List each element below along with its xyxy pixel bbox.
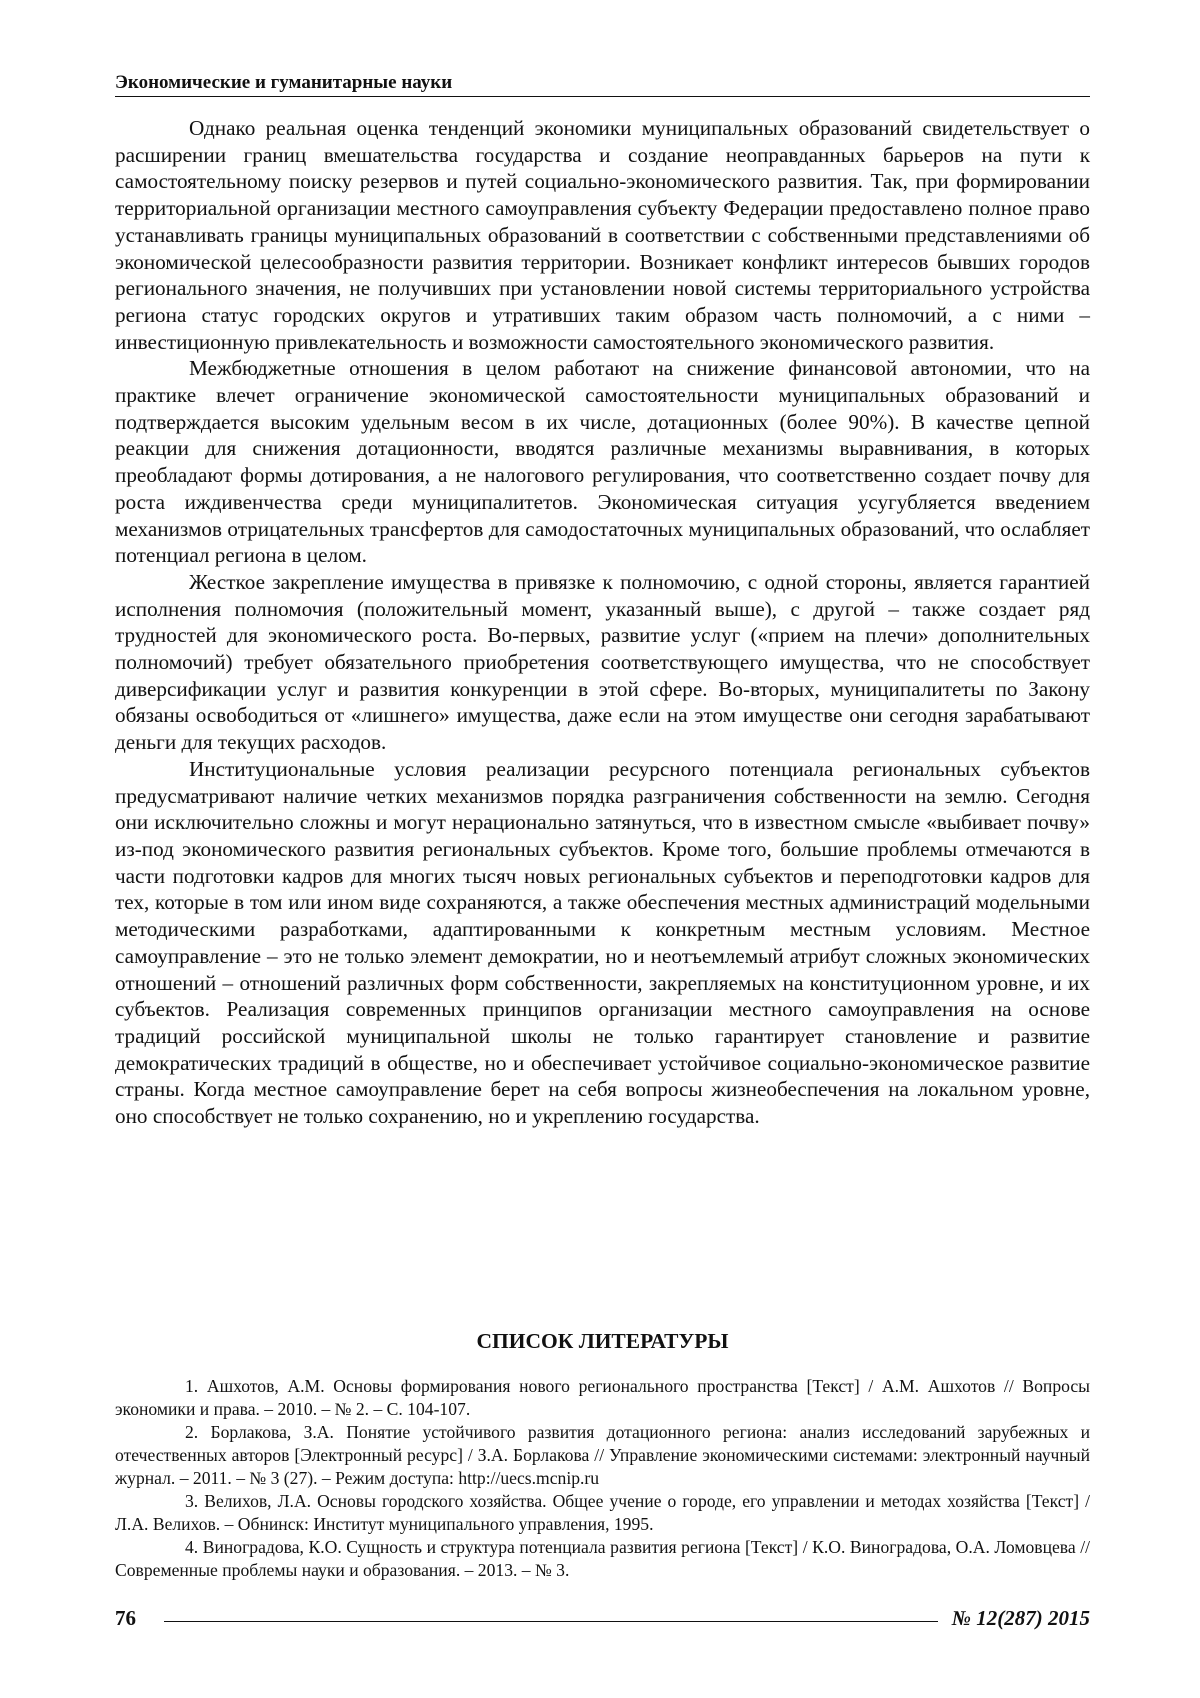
body-paragraph: Институциональные условия реализации ресурсного потенциала региональных субъектов предусматривают наличие четких механизмов порядка разграничения собственности на землю. Сегодня они исключительно сложны и могут нерационально затянуться, что в известном смысле «выбивает почву» из-под экономического развития региональных субъектов. Кроме того, большие проблемы отмечаются в части подготовки кадров для многих тысяч новых региональных субъектов и переподготовки кадров для тех, которые в том или ином виде сохраняются, а также обеспечения местных администраций модельными методическими разработками, адаптированными к конкретным местным условиям. Местное самоуправление – это не только элемент демократии, но и неотъемлемый атрибут сложных экономических отношений – отношений различных форм собственности, закрепляемых на конституционном уровне, и их субъектов. Реализация современных принципов организации местного самоуправления на основе традиций российской муниципальной школы не только гарантирует становление и развитие демократических традиций в обществе, но и обеспечивает устойчивое социально-экономическое развитие страны. Когда местное самоуправление берет на себя вопросы жизнеобеспечения на локальном уровне, оно способствует не только сохранению, но и укреплению государства. bbox=[115, 756, 1090, 1129]
reference-item: 1. Ашхотов, А.М. Основы формирования нового регионального пространства [Текст] / А.М. Ашхотов // Вопросы экономики и права. – 2010. – № 2. – С. 104-107. bbox=[115, 1376, 1090, 1419]
references-list bbox=[115, 1375, 1090, 1582]
reference-item: 4. Виноградова, К.О. Сущность и структура потенциала развития региона [Текст] / К.О. Виноградова, О.А. Ломовцева // Современные проблемы науки и образования. – 2013. – № 3. bbox=[115, 1537, 1090, 1580]
article-body bbox=[115, 115, 1090, 1130]
body-paragraph: Однако реальная оценка тенденций экономики муниципальных образований свидетельствует о расширении границ вмешательства государства и создание неоправданных барьеров на пути к самостоятельному поиску резервов и путей социально-экономического развития. Так, при формировании территориальной организации местного самоуправления субъекту Федерации предоставлено полное право устанавливать границы муниципальных образований в соответствии с собственными представлениями об экономической целесообразности развития территории. Возникает конфликт интересов бывших городов регионального значения, не получивших при установлении новой системы территориального устройства региона статус городских округов и утративших таким образом часть полномочий, а с ними – инвестиционную привлекательность и возможности самостоятельного экономического развития. bbox=[115, 116, 1090, 354]
references-heading: СПИСОК ЛИТЕРАТУРЫ bbox=[476, 1329, 729, 1353]
running-header bbox=[115, 72, 1090, 97]
reference-item: 2. Борлакова, З.А. Понятие устойчивого развития дотационного региона: анализ исследований зарубежных и отечественных авторов [Электронный ресурс] / З.А. Борлакова // Управление экономическими системами: электронный научный журнал. – 2011. – № 3 (27). – Режим доступа: http://uecs.mcnip.ru bbox=[115, 1422, 1090, 1488]
footer-divider bbox=[164, 1621, 938, 1622]
page-footer bbox=[115, 1605, 1090, 1631]
body-paragraph: Жесткое закрепление имущества в привязке к полномочию, с одной стороны, является гарантией исполнения полномочия (положительный момент, указанный выше), с другой – также создает ряд трудностей для экономического роста. Во-первых, развитие услуг («прием на плечи» дополнительных полномочий) требует обязательного приобретения соответствующего имущества, что не способствует диверсификации услуг и развития конкуренции в этой сфере. Во-вторых, муниципалитеты по Закону обязаны освободиться от «лишнего» имущества, даже если на этом имуществе они сегодня зарабатывают деньги для текущих расходов. bbox=[115, 569, 1090, 755]
issue-number: № 12(287) 2015 bbox=[951, 1605, 1090, 1630]
reference-item: 3. Велихов, Л.А. Основы городского хозяйства. Общее учение о городе, его управлении и методах хозяйства [Текст] / Л.А. Велихов. – Обнинск: Институт муниципального управления, 1995. bbox=[115, 1491, 1090, 1534]
journal-section-title: Экономические и гуманитарные науки bbox=[115, 72, 453, 93]
page-number: 76 bbox=[115, 1605, 136, 1630]
body-paragraph: Межбюджетные отношения в целом работают на снижение финансовой автономии, что на практике влечет ограничение экономической самостоятельности муниципальных образований и подтверждается высоким удельным весом в их числе, дотационных (более 90%). В качестве цепной реакции для снижения дотационности, вводятся различные механизмы выравнивания, в которых преобладают формы дотирования, а не налогового регулирования, что соответственно создает почву для роста иждивенчества среди муниципалитетов. Экономическая ситуация усугубляется введением механизмов отрицательных трансфертов для самодостаточных муниципальных образований, что ослабляет потенциал региона в целом. bbox=[115, 356, 1090, 568]
